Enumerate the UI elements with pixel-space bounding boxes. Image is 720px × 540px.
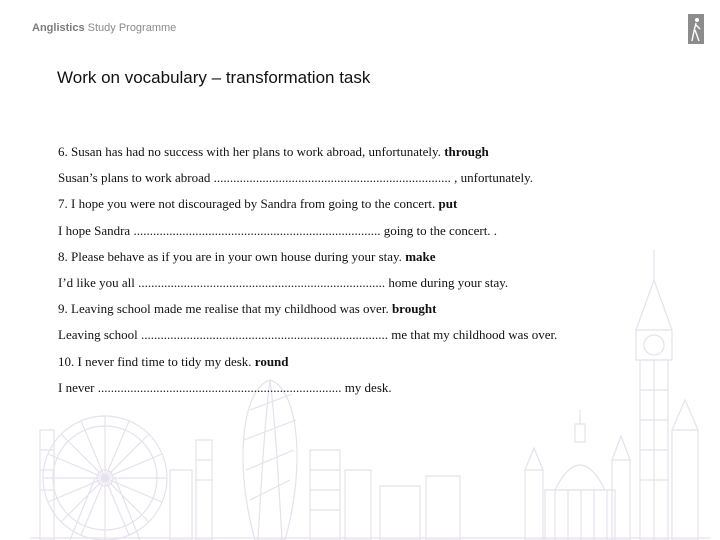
programme-suffix: Study Programme xyxy=(84,22,177,34)
sentence-text: 8. Please behave as if you are in your own house during your stay. xyxy=(58,248,402,264)
sentence-text: 10. I never find time to tidy my desk. xyxy=(58,353,252,369)
task-item-9-sentence xyxy=(58,300,698,326)
task-item-6-sentence xyxy=(58,143,698,169)
task-item-8-answer: I’d like you all ............................................................................ home during your stay. xyxy=(58,274,509,290)
sentence-text: 9. Leaving school made me realise that my childhood was over. xyxy=(58,301,389,317)
transformation-task xyxy=(58,143,698,405)
task-item-7-sentence xyxy=(58,195,698,221)
programme-label xyxy=(32,22,176,34)
keyword: brought xyxy=(391,301,437,317)
keyword: put xyxy=(438,196,458,212)
sentence-text: 6. Susan has had no success with her plans to work abroad, unfortunately. xyxy=(58,144,441,159)
page-title: Work on vocabulary – transformation task xyxy=(57,68,371,87)
task-item-10-sentence xyxy=(58,353,698,379)
keyword: make xyxy=(405,248,436,264)
task-item-7-answer: I hope Sandra ............................................................................ going to the concert. . xyxy=(58,222,498,238)
task-item-9-answer: Leaving school ............................................................................ me that my childhood was over. xyxy=(58,327,558,343)
keyword: through xyxy=(444,144,489,159)
keyword: round xyxy=(254,353,289,369)
task-item-8-sentence xyxy=(58,248,698,274)
task-item-6-answer: Susan’s plans to work abroad ......................................................................... , unfortunately. xyxy=(58,170,534,186)
task-item-10-answer: I never ........................................................................... my desk. xyxy=(58,379,392,395)
programme-name: Anglistics xyxy=(32,22,85,34)
figure-logo-icon xyxy=(688,14,704,44)
sentence-text: 7. I hope you were not discouraged by Sandra from going to the concert. xyxy=(58,196,436,212)
